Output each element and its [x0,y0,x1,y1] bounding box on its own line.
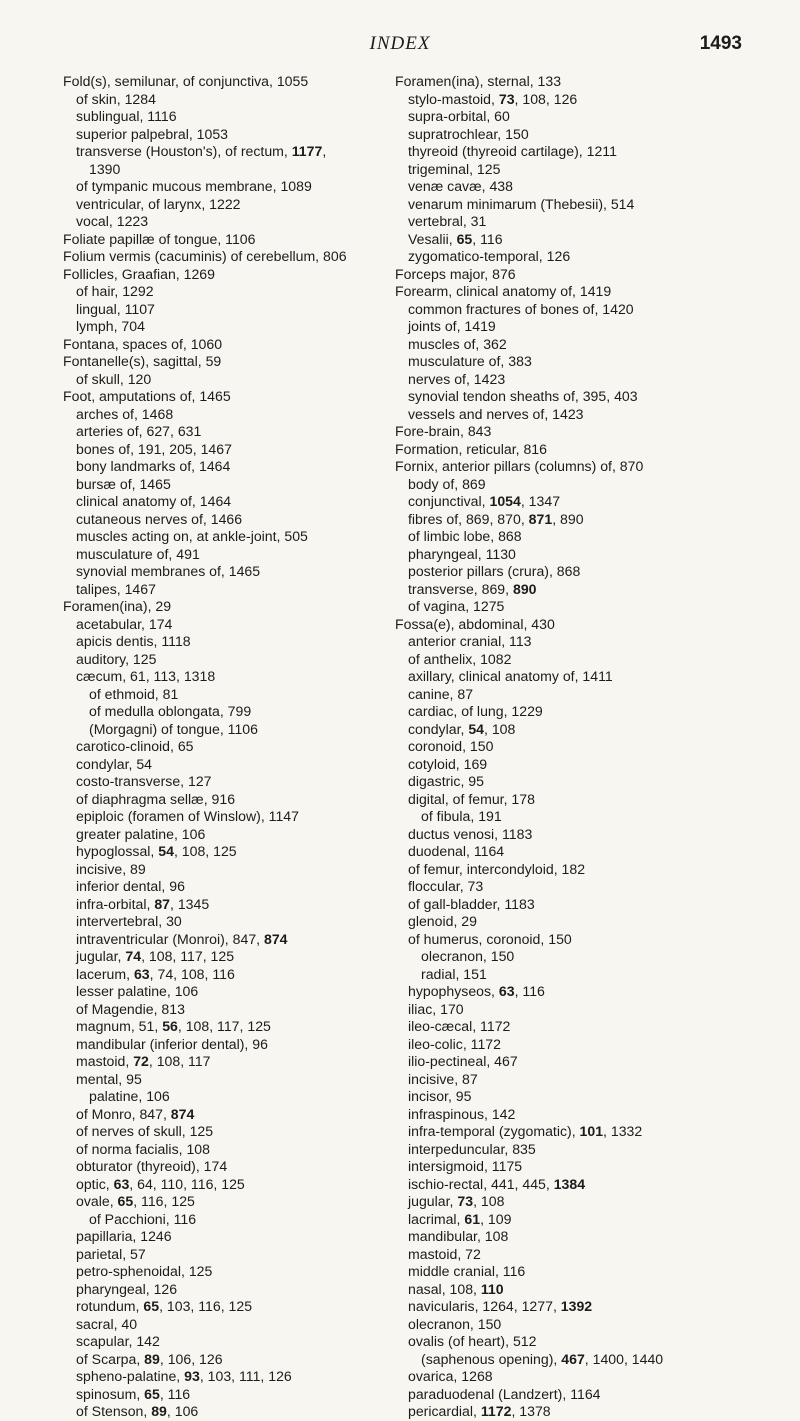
index-entry: bony landmarks of, 1464 [76,458,231,474]
index-entry: costo-transverse, 127 [76,773,212,789]
index-entry: zygomatico-temporal, 126 [408,248,571,264]
index-entry: middle cranial, 116 [408,1263,526,1279]
index-entry: spinosum, 65, 116 [76,1385,191,1402]
bold-page-ref: 73 [457,1193,474,1209]
index-entry: Folium vermis (cacuminis) of cerebellum, 806 [63,248,347,264]
index-entry: supra-orbital, 60 [408,108,510,124]
bold-page-ref: 1177 [291,143,323,159]
index-entry: (Morgagni) of tongue, 1106 [89,720,258,737]
index-entry: fibres of, 869, 870, 871, 890 [408,510,584,527]
index-entry: incisive, 87 [408,1070,478,1087]
bold-page-ref: 61 [464,1210,481,1227]
index-entry: conjunctival, 1054, 1347 [408,493,561,509]
bold-page-ref: 65 [456,230,473,247]
index-entry: condylar, 54 [76,755,153,772]
index-entry: obturator (thyreoid), 174 [76,1158,228,1174]
bold-page-ref: 871 [528,510,553,527]
index-entry: joints of, 1419 [408,318,496,334]
index-entry: greater palatine, 106 [76,825,206,842]
bold-page-ref: 874 [264,930,288,947]
bold-page-ref: 56 [162,1018,178,1034]
index-entry: Fontanelle(s), sagittal, 59 [63,353,222,369]
index-entry: musculature of, 491 [76,545,200,562]
bold-page-ref: 65 [144,1385,160,1402]
index-entry: venæ cavæ, 438 [408,178,513,194]
index-entry: jugular, 73, 108 [408,1193,505,1209]
bold-page-ref: 1172 [480,1403,512,1419]
index-entry: transverse, 869, 890 [408,580,537,597]
bold-page-ref: 110 [480,1280,504,1297]
index-entry: acetabular, 174 [76,615,173,632]
index-entry: clinical anatomy of, 1464 [76,493,232,509]
bold-page-ref: 467 [561,1350,585,1367]
index-entry: of Magendie, 813 [76,1000,185,1017]
index-entry: parietal, 57 [76,1245,146,1262]
index-entry: of Monro, 847, 874 [76,1105,195,1122]
index-entry: mandibular, 108 [408,1228,509,1244]
index-entry: transverse (Houston's), of rectum, 1177, [76,143,327,159]
index-entry: axillary, clinical anatomy of, 1411 [408,668,613,684]
index-entry: nasal, 108, 110 [408,1280,504,1297]
index-entry: Forceps major, 876 [395,265,516,282]
index-entry: intersigmoid, 1175 [408,1158,523,1174]
index-entry: of hair, 1292 [76,283,154,299]
index-entry: anterior cranial, 113 [408,633,532,649]
page-header [0,33,800,57]
index-column-right [395,73,725,1421]
index-entry: Fontana, spaces of, 1060 [63,335,223,352]
index-entry: cotyloid, 169 [408,755,488,772]
index-entry: interpeduncular, 835 [408,1140,536,1157]
index-entry: Foramen(ina), sternal, 133 [395,73,562,89]
index-entry: ilio-pectineal, 467 [408,1053,518,1069]
index-entry: ventricular, of larynx, 1222 [76,195,241,212]
bold-page-ref: 89 [151,1403,167,1419]
index-entry: sacral, 40 [76,1315,138,1332]
index-entry: bones of, 191, 205, 1467 [76,440,232,457]
index-entry: radial, 151 [421,965,487,982]
index-entry: muscles acting on, at ankle-joint, 505 [76,528,308,544]
bold-page-ref: 87 [154,895,171,912]
index-entry: of diaphragma sellæ, 916 [76,790,236,807]
index-entry: navicularis, 1264, 1277, 1392 [408,1298,593,1314]
index-entry: of norma facialis, 108 [76,1140,210,1157]
index-entry: infra-orbital, 87, 1345 [76,895,210,912]
index-entry: musculature of, 383 [408,353,532,369]
index-entry: Forearm, clinical anatomy of, 1419 [395,283,612,299]
index-entry: Fore-brain, 843 [395,423,492,439]
index-entry: stylo-mastoid, 73, 108, 126 [408,90,578,107]
index-entry: of Scarpa, 89, 106, 126 [76,1350,223,1367]
bold-page-ref: 63 [133,965,150,982]
index-entry: of Pacchioni, 116 [89,1210,197,1227]
index-entry: Vesalii, 65, 116 [408,230,503,247]
index-entry: cardiac, of lung, 1229 [408,703,543,719]
bold-page-ref: 1392 [560,1298,593,1314]
index-entry: of tympanic mucous membrane, 1089 [76,178,312,194]
index-entry: intraventricular (Monroi), 847, 874 [76,930,288,947]
index-entry: Foliate papillæ of tongue, 1106 [63,230,256,247]
index-entry: lacrimal, 61, 109 [408,1210,512,1227]
index-entry: cutaneous nerves of, 1466 [76,510,243,527]
index-entry: venarum minimarum (Thebesii), 514 [408,195,635,212]
bold-page-ref: 890 [512,580,537,597]
bold-page-ref: 874 [170,1105,195,1122]
bold-page-ref: 63 [113,1175,130,1192]
bold-page-ref: 54 [468,720,485,737]
index-entry: supratrochlear, 150 [408,125,529,142]
index-entry: of ethmoid, 81 [89,685,179,702]
index-entry: ovalis (of heart), 512 [408,1333,537,1349]
bold-page-ref: 54 [158,843,174,859]
index-entry: lacerum, 63, 74, 108, 116 [76,965,235,982]
index-entry: ovarica, 1268 [408,1368,493,1384]
index-entry: body of, 869 [408,475,486,492]
bold-page-ref: 63 [498,983,515,999]
index-entry: trigeminal, 125 [408,160,501,177]
index-entry: incisor, 95 [408,1088,472,1104]
index-entry: arteries of, 627, 631 [76,423,202,439]
bold-page-ref: 65 [117,1193,134,1209]
index-entry: muscles of, 362 [408,335,507,352]
index-entry: of limbic lobe, 868 [408,528,522,544]
index-entry: common fractures of bones of, 1420 [408,300,634,317]
index-entry: arches of, 1468 [76,405,174,422]
index-entry: coronoid, 150 [408,738,494,754]
index-entry: of skin, 1284 [76,90,156,107]
index-entry: thyreoid (thyreoid cartilage), 1211 [408,143,617,159]
index-entry: posterior pillars (crura), 868 [408,563,581,579]
index-entry: infraspinous, 142 [408,1105,516,1122]
index-entry: optic, 63, 64, 110, 116, 125 [76,1175,245,1192]
index-entry: of humerus, coronoid, 150 [408,930,572,947]
index-entry: digital, of femur, 178 [408,790,535,807]
index-entry: pharyngeal, 1130 [408,545,516,562]
index-entry: superior palpebral, 1053 [76,125,229,142]
index-entry: olecranon, 150 [421,948,515,964]
index-entry: canine, 87 [408,685,474,702]
index-entry: lesser palatine, 106 [76,983,199,999]
index-entry: Fornix, anterior pillars (columns) of, 870 [395,458,644,474]
index-entry: ovale, 65, 116, 125 [76,1193,195,1209]
index-entry: epiploic (foramen of Winslow), 1147 [76,808,299,824]
index-entry: Fold(s), semilunar, of conjunctiva, 1055 [63,73,309,89]
index-entry: talipes, 1467 [76,580,156,597]
index-entry: (saphenous opening), 467, 1400, 1440 [421,1350,664,1367]
index-entry: infra-temporal (zygomatic), 101, 1332 [408,1123,643,1139]
bold-page-ref: 89 [144,1350,160,1367]
index-entry: 1390 [89,160,121,177]
index-entry: Fossa(e), abdominal, 430 [395,615,555,632]
index-entry: paraduodenal (Landzert), 1164 [408,1385,601,1402]
index-entry: of vagina, 1275 [408,598,505,614]
index-entry: floccular, 73 [408,878,484,894]
index-entry: ileo-cæcal, 1172 [408,1018,511,1034]
bold-page-ref: 1384 [553,1175,586,1192]
index-entry: vessels and nerves of, 1423 [408,405,584,422]
index-entry: olecranon, 150 [408,1315,502,1332]
index-entry: magnum, 51, 56, 108, 117, 125 [76,1018,271,1034]
index-entry: intervertebral, 30 [76,913,182,929]
index-entry: auditory, 125 [76,650,157,667]
index-entry: synovial tendon sheaths of, 395, 403 [408,388,638,404]
index-entry: carotico-clinoid, 65 [76,738,194,754]
index-entry: of fibula, 191 [421,808,502,824]
index-entry: of medulla oblongata, 799 [89,703,252,719]
index-entry: palatine, 106 [89,1088,170,1104]
index-entry: glenoid, 29 [408,913,477,929]
index-entry: Foot, amputations of, 1465 [63,388,231,404]
index-entry: hypoglossal, 54, 108, 125 [76,843,237,859]
index-entry: nerves of, 1423 [408,370,506,387]
index-entry: of skull, 120 [76,370,152,387]
index-entry: papillaria, 1246 [76,1228,172,1244]
index-entry: cæcum, 61, 113, 1318 [76,668,216,684]
index-entry: lymph, 704 [76,318,145,334]
bold-page-ref: 93 [184,1368,200,1384]
index-entry: iliac, 170 [408,1000,464,1017]
running-title: INDEX [369,33,431,54]
index-entry: Follicles, Graafian, 1269 [63,265,215,282]
index-entry: sublingual, 1116 [76,108,177,124]
index-entry: pericardial, 1172, 1378 [408,1403,551,1419]
index-entry: ileo-colic, 1172 [408,1035,501,1052]
index-entry: mastoid, 72, 108, 117 [76,1053,211,1069]
index-entry: ductus venosi, 1183 [408,825,533,842]
index-entry: petro-sphenoidal, 125 [76,1263,213,1279]
index-entry: vertebral, 31 [408,213,487,229]
index-entry: jugular, 74, 108, 117, 125 [76,948,235,964]
bold-page-ref: 74 [125,948,142,964]
bold-page-ref: 1054 [489,493,521,509]
index-entry: ischio-rectal, 441, 445, 1384 [408,1175,586,1192]
index-entry: duodenal, 1164 [408,843,505,859]
bold-page-ref: 65 [143,1298,160,1314]
index-entry: pharyngeal, 126 [76,1280,178,1297]
index-entry: Foramen(ina), 29 [63,598,172,614]
index-entry: digastric, 95 [408,773,484,789]
bold-page-ref: 73 [498,90,515,107]
index-entry: inferior dental, 96 [76,878,185,894]
index-entry: scapular, 142 [76,1333,160,1349]
index-entry: of gall-bladder, 1183 [408,895,535,912]
bold-page-ref: 72 [133,1053,149,1069]
page-number: 1493 [699,33,742,54]
index-entry: spheno-palatine, 93, 103, 111, 126 [76,1368,292,1384]
index-entry: Formation, reticular, 816 [395,440,547,457]
index-entry: bursæ of, 1465 [76,475,171,492]
index-entry: of anthelix, 1082 [408,650,512,667]
index-entry: mandibular (inferior dental), 96 [76,1035,268,1052]
index-entry: of Stenson, 89, 106 [76,1403,199,1419]
index-entry: vocal, 1223 [76,213,149,229]
index-entry: condylar, 54, 108 [408,720,516,737]
index-column-left [63,73,393,1421]
index-entry: of femur, intercondyloid, 182 [408,860,586,877]
index-entry: synovial membranes of, 1465 [76,563,261,579]
bold-page-ref: 101 [579,1123,604,1139]
index-entry: lingual, 1107 [76,300,155,317]
index-entry: incisive, 89 [76,860,146,877]
index-entry: mental, 95 [76,1070,142,1087]
index-entry: hypophyseos, 63, 116 [408,983,545,999]
index-entry: rotundum, 65, 103, 116, 125 [76,1298,253,1314]
index-entry: apicis dentis, 1118 [76,633,191,649]
index-entry: of nerves of skull, 125 [76,1123,214,1139]
index-entry: mastoid, 72 [408,1245,481,1262]
